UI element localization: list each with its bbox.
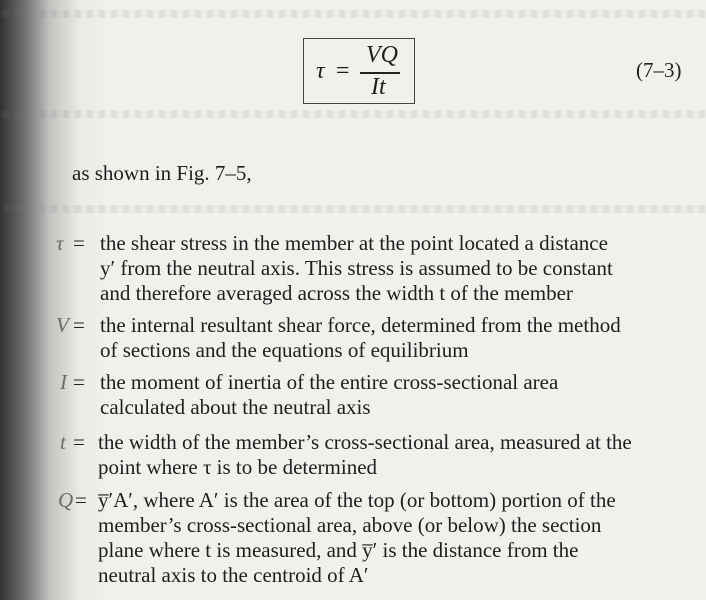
shear-formula [310,40,410,100]
def-line: the shear stress in the member at the point located a distance [100,231,608,255]
def-line: member’s cross-sectional area, above (or below) the section [98,513,602,537]
def-symbol: τ [56,231,64,255]
formula-lhs: τ [316,58,325,84]
def-symbol: Q [58,488,74,512]
formula-numerator: VQ [366,42,398,68]
def-equals: = [73,430,85,454]
intro-text: as shown in Fig. 7–5, [72,161,252,185]
def-line: neutral axis to the centroid of A′ [98,563,369,587]
formula-denominator: It [371,74,386,100]
def-line: the moment of inertia of the entire cross-sectional area [100,370,559,394]
def-line: y̅′A′, where A′ is the area of the top (or bottom) portion of the [98,488,616,512]
def-line: the width of the member’s cross-sectional area, measured at the [98,430,632,454]
def-equals: = [73,231,85,255]
def-symbol: t [60,430,66,454]
bleed-through-text [0,10,706,18]
bleed-through-text [0,110,706,118]
bleed-through-text [0,205,706,213]
definition-v [100,313,680,363]
def-symbol: I [60,370,67,394]
definition-tau [100,231,680,306]
equation-number: (7–3) [636,58,682,82]
def-equals: = [73,370,85,394]
def-line: calculated about the neutral axis [100,395,371,419]
definition-q [98,488,680,588]
def-line: y′ from the neutral axis. This stress is assumed to be constant [100,256,613,280]
def-equals: = [75,488,87,512]
def-line: and therefore averaged across the width t of the member [100,281,573,305]
definition-t [98,430,680,480]
def-line: of sections and the equations of equilibrium [100,338,469,362]
def-equals: = [73,313,85,337]
def-line: point where τ is to be determined [98,455,378,479]
definition-i [100,370,680,420]
def-symbol: V [56,313,69,337]
def-line: plane where t is measured, and y̅′ is the distance from the [98,538,579,562]
def-line: the internal resultant shear force, determined from the method [100,313,621,337]
formula-equals: = [336,58,350,84]
